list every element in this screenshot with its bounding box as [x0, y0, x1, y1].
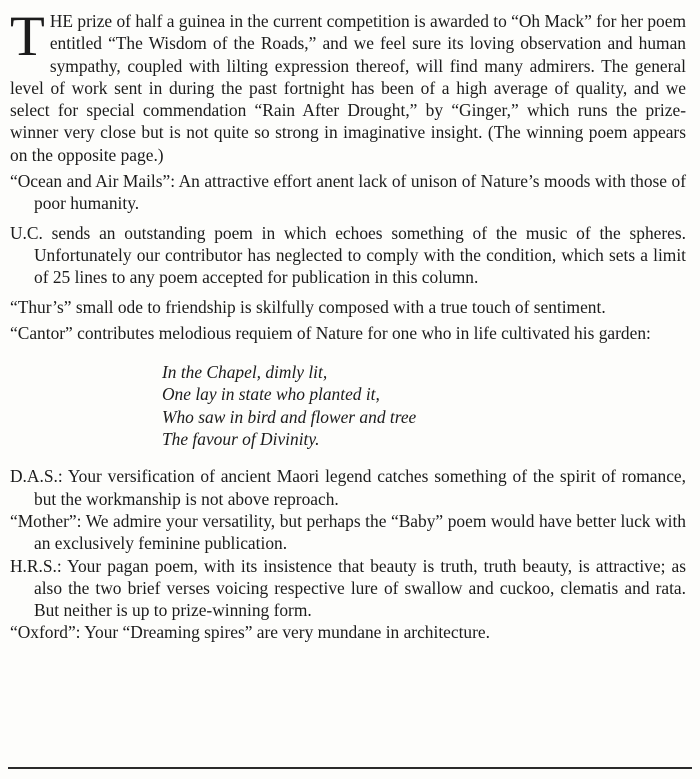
entry-uc: U.C. sends an outstanding poem in which echoes something of the music of the spheres. Unfortunately our contributor has neglected to comply with the condition, which sets a limit of 25 lines to any poem accepted for publication in this column. — [10, 222, 686, 288]
reply-hrs: H.R.S.: Your pagan poem, with its insistence that beauty is truth, truth beauty, is attractive; as also the two brief verses voicing respective lure of swallow and cuckoo, clematis and rata. But neither is up to prize-winning form. — [10, 555, 686, 621]
drop-cap: T — [10, 5, 45, 68]
verse-quote — [162, 361, 686, 450]
verse-line: The favour of Divinity. — [162, 429, 320, 450]
bottom-rule — [8, 767, 692, 769]
intro-text: HE prize of half a guinea in the current competition is awarded to “Oh Mack” for her poem entitled “The Wisdom of the Roads,” and we feel sure its loving observation and human sympathy, coupled with lilting expression thereof, will find many admirers. The general level of work sent in during the past fortnight has been of a high average of quality, and we select for special commendation “Rain After Drought,” by “Ginger,” which runs the prize-winner very close but is not quite so strong in imaginative insight. (The winning poem appears on the opposite page.) — [10, 11, 686, 165]
verse-line: One lay in state who planted it, — [162, 384, 380, 405]
entry-cantor: “Cantor” contributes melodious requiem of Nature for one who in life cultivated his garden: — [10, 322, 651, 343]
entry-ocean-air-mails: “Ocean and Air Mails”: An attractive effort anent lack of unison of Nature’s moods with those of poor humanity. — [10, 171, 686, 214]
verse-line: Who saw in bird and flower and tree — [162, 406, 417, 427]
reply-das: D.A.S.: Your versification of ancient Maori legend catches something of the spirit of romance, but the workmanship is not above reproach. — [10, 466, 686, 509]
reply-oxford: “Oxford”: Your “Dreaming spires” are very mundane in architecture. — [10, 622, 490, 643]
entry-thurs: “Thur’s” small ode to friendship is skilfully composed with a true touch of sentiment. — [10, 296, 606, 317]
intro-paragraph — [10, 5, 686, 166]
reply-mother: “Mother”: We admire your versatility, but perhaps the “Baby” poem would have better luck with an exclusively feminine publication. — [10, 510, 686, 554]
verse-line: In the Chapel, dimly lit, — [162, 362, 328, 383]
